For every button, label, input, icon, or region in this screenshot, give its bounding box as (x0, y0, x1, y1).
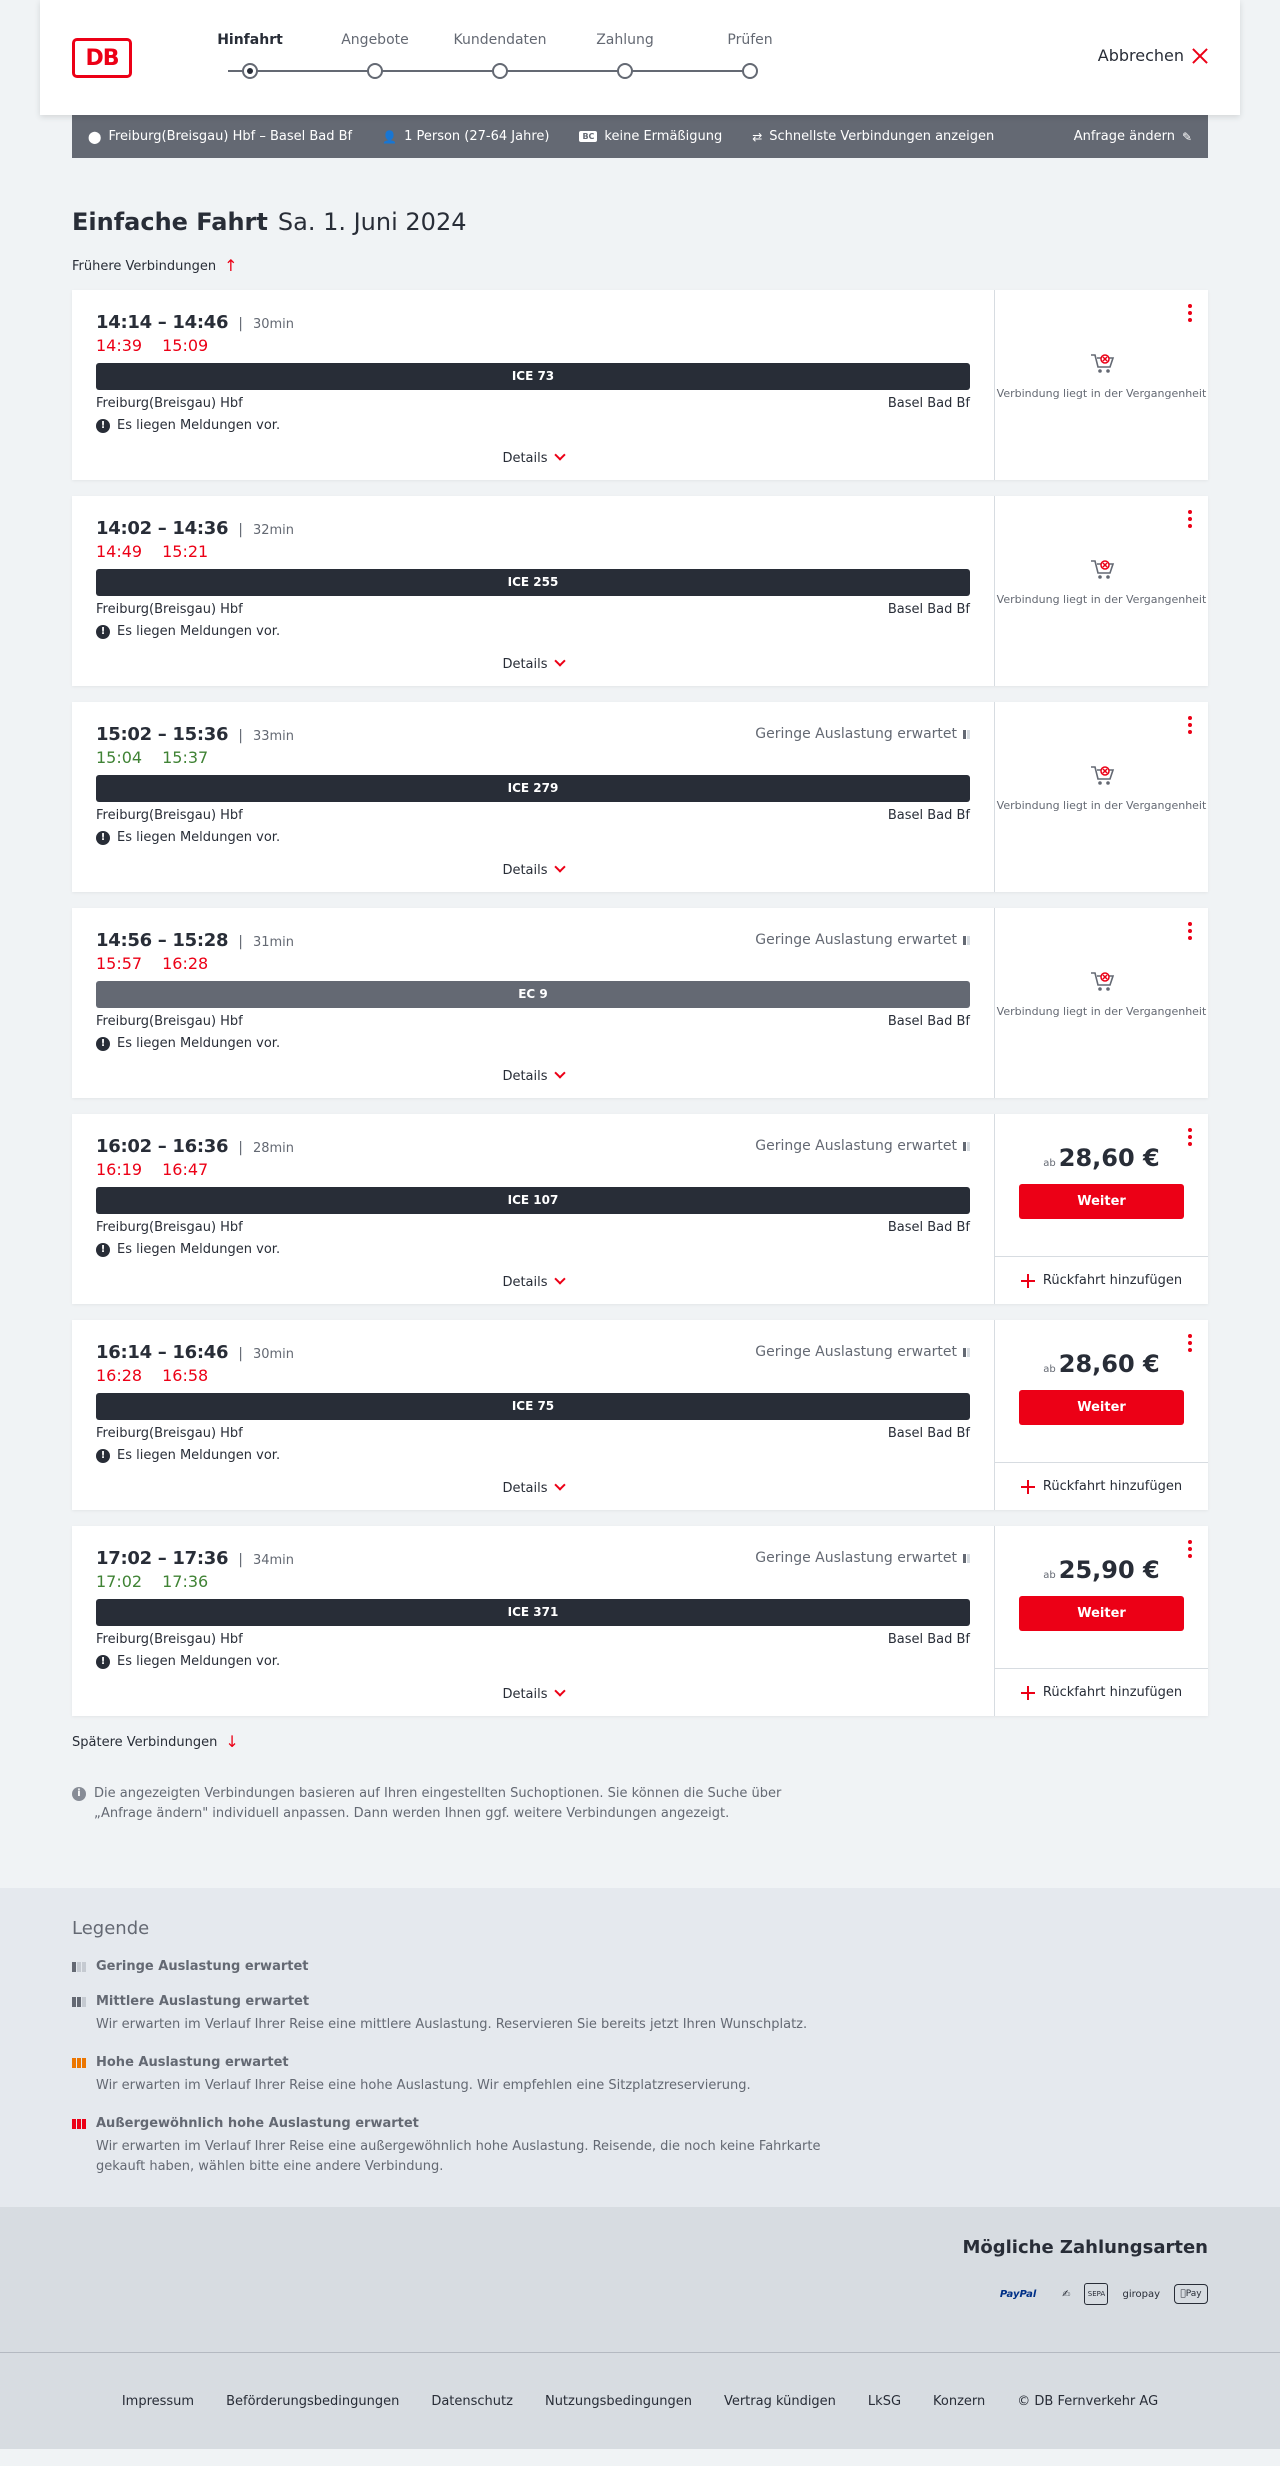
occupancy-indicator (755, 1344, 970, 1360)
pencil-icon: ✎ (1181, 129, 1192, 144)
paypal-logo: PayPal (999, 2288, 1037, 2300)
add-return-trip-label: Rückfahrt hinzufügen (1042, 1479, 1183, 1494)
occupancy-text: Geringe Auslastung erwartet (755, 1138, 957, 1154)
arrow-up-icon: ↑ (224, 256, 238, 275)
scheduled-times: 14:14 – 14:46 (96, 312, 229, 333)
step-zahlung (575, 32, 675, 48)
train-bar: ICE 371 (96, 1599, 970, 1626)
train-bar: EC 9 (96, 981, 970, 1008)
destination-station: Basel Bad Bf (887, 1632, 970, 1647)
origin-station: Freiburg(Breisgau) Hbf (96, 396, 243, 411)
cart-icon (1089, 968, 1115, 994)
change-request-label: Anfrage ändern (1073, 129, 1175, 144)
offer-panel (995, 496, 1208, 686)
destination-station: Basel Bad Bf (887, 1014, 970, 1029)
step-hinfahrt (200, 32, 300, 48)
search-info-text: Die angezeigten Verbindungen basieren auf Ihren eingestellten Suchoptionen. Sie können die Suche über „Anfrage ändern" individuell anpassen. Dann werden Ihnen ggf. weitere Verbindungen angezeigt. (94, 1786, 782, 1821)
divider: | (238, 1140, 243, 1156)
step-dot-icon (617, 63, 633, 79)
results-section (72, 208, 1208, 1824)
details-toggle[interactable] (72, 1481, 994, 1496)
disruption-message (96, 1654, 970, 1669)
more-options-icon[interactable] (1188, 510, 1192, 528)
train-bar: ICE 279 (96, 775, 970, 802)
connection-card (72, 702, 1208, 892)
legend-item-title: Mittlere Auslastung erwartet (96, 1994, 310, 2009)
search-info-note (72, 1784, 832, 1824)
disruption-message (96, 830, 970, 845)
disruption-message (96, 624, 970, 639)
price-prefix: ab (1043, 1570, 1056, 1581)
scheduled-times: 16:14 – 16:46 (96, 1342, 229, 1363)
train-bar: ICE 75 (96, 1393, 970, 1420)
realtime-departure: 15:57 (96, 954, 143, 973)
payment-methods (0, 2207, 1280, 2352)
realtime-arrival: 16:58 (162, 1366, 209, 1385)
legend-item-title: Geringe Auslastung erwartet (96, 1959, 309, 1974)
footer-link[interactable]: Vertrag kündigen (723, 2393, 836, 2409)
divider: | (238, 1346, 243, 1362)
discount-text: keine Ermäßigung (604, 129, 723, 144)
offer-panel (995, 908, 1208, 1098)
cart-icon (1089, 762, 1115, 788)
earlier-connections-label: Frühere Verbindungen (72, 258, 217, 274)
step-label: Zahlung (596, 32, 654, 48)
stations (96, 1632, 970, 1647)
origin-station: Freiburg(Breisgau) Hbf (96, 602, 243, 617)
connection-card (72, 496, 1208, 686)
sepa-icon: SEPA (1084, 2283, 1108, 2305)
details-label: Details (502, 1481, 548, 1496)
add-return-trip-button[interactable] (995, 1668, 1208, 1716)
offer-panel (995, 1114, 1208, 1304)
chevron-down-icon (554, 1273, 565, 1284)
occupancy-indicator (755, 932, 970, 948)
bahncard-icon: BC (579, 131, 597, 142)
occupancy-level-icon (72, 1997, 88, 2007)
divider: | (238, 728, 243, 744)
swap-arrows-icon: ⇄ (752, 129, 763, 144)
logo-text: DB (85, 45, 119, 71)
realtime-departure: 16:19 (96, 1160, 143, 1179)
details-toggle[interactable] (72, 451, 994, 466)
realtime-departure: 17:02 (96, 1572, 143, 1591)
connection-card (72, 1114, 1208, 1304)
payment-logos (988, 2281, 1208, 2307)
option-summary (752, 129, 994, 144)
details-toggle[interactable] (72, 657, 994, 672)
footer-link[interactable]: Datenschutz (431, 2393, 513, 2409)
page-title: Einfache Fahrt Sa. 1. Juni 2024 (72, 208, 467, 236)
step-angebote (325, 32, 425, 48)
credit-card-icon: ✍ (1062, 2288, 1071, 2300)
realtime-times (96, 1160, 970, 1179)
chevron-down-icon (554, 1067, 565, 1078)
past-connection-notice (995, 968, 1208, 1019)
footer-link[interactable]: © DB Fernverkehr AG (1017, 2393, 1159, 2409)
alert-icon: ! (96, 1655, 110, 1669)
more-options-icon[interactable] (1188, 922, 1192, 940)
connection-card (72, 908, 1208, 1098)
duration: 34min (252, 1553, 295, 1568)
disruption-message (96, 1242, 970, 1257)
details-toggle[interactable] (72, 1275, 994, 1290)
details-label: Details (502, 1275, 548, 1290)
disruption-text: Es liegen Meldungen vor. (117, 1242, 281, 1257)
duration: 31min (252, 935, 295, 950)
destination-station: Basel Bad Bf (887, 1220, 970, 1235)
alert-icon: ! (96, 419, 110, 433)
origin-station: Freiburg(Breisgau) Hbf (96, 808, 243, 823)
occupancy-level-icon (72, 2058, 88, 2068)
more-options-icon[interactable] (1188, 304, 1192, 322)
origin-station: Freiburg(Breisgau) Hbf (96, 1426, 243, 1441)
connection-details[interactable] (72, 1526, 995, 1716)
change-request-button[interactable] (1074, 129, 1192, 144)
origin-station: Freiburg(Breisgau) Hbf (96, 1220, 243, 1235)
stations (96, 1220, 970, 1235)
db-logo[interactable] (72, 38, 132, 78)
later-connections-link[interactable] (72, 1734, 1208, 1750)
stations (96, 396, 970, 411)
details-label: Details (502, 863, 548, 878)
occupancy-text: Geringe Auslastung erwartet (755, 726, 957, 742)
step-dot-icon (742, 63, 758, 79)
divider: | (238, 934, 243, 950)
step-dot-icon (492, 63, 508, 79)
plus-icon (1021, 1480, 1035, 1494)
occupancy-text: Geringe Auslastung erwartet (755, 1550, 957, 1566)
later-connections-label: Spätere Verbindungen (72, 1734, 218, 1750)
connection-details[interactable] (72, 496, 995, 686)
step-label: Kundendaten (453, 32, 547, 48)
person-icon: 👤 (382, 129, 398, 144)
price-prefix: ab (1043, 1364, 1056, 1375)
duration: 28min (252, 1141, 295, 1156)
disruption-text: Es liegen Meldungen vor. (117, 830, 281, 845)
occupancy-icon (963, 1554, 970, 1563)
train-bar: ICE 107 (96, 1187, 970, 1214)
continue-button[interactable]: Weiter (1019, 1184, 1184, 1219)
connection-details[interactable] (72, 1114, 995, 1304)
plus-icon (1021, 1274, 1035, 1288)
disruption-text: Es liegen Meldungen vor. (117, 1036, 281, 1051)
legend-item-title: Außergewöhnlich hohe Auslastung erwartet (96, 2116, 419, 2131)
details-toggle[interactable] (72, 863, 994, 878)
legend-item (72, 1959, 1208, 1974)
scheduled-times: 15:02 – 15:36 (96, 724, 229, 745)
disruption-message (96, 1036, 970, 1051)
details-label: Details (502, 1069, 548, 1084)
traveller-summary (382, 129, 549, 144)
realtime-times (96, 336, 970, 355)
add-return-trip-label: Rückfahrt hinzufügen (1042, 1685, 1183, 1700)
realtime-arrival: 15:09 (162, 336, 209, 355)
occupancy-level-icon (72, 1962, 88, 1972)
price-prefix: ab (1043, 1158, 1056, 1169)
details-toggle[interactable] (72, 1069, 994, 1084)
occupancy-icon (963, 730, 970, 739)
legend-item (72, 1994, 1208, 2035)
schedule (96, 518, 970, 539)
realtime-arrival: 17:36 (162, 1572, 209, 1591)
scheduled-times: 17:02 – 17:36 (96, 1548, 229, 1569)
more-options-icon[interactable] (1188, 1334, 1192, 1352)
route-text: Freiburg(Breisgau) Hbf – Basel Bad Bf (108, 129, 353, 144)
occupancy-indicator (755, 1550, 970, 1566)
disruption-message (96, 1448, 970, 1463)
occupancy-indicator (755, 1138, 970, 1154)
continue-button[interactable]: Weiter (1019, 1596, 1184, 1631)
close-icon (1192, 48, 1208, 64)
more-options-icon[interactable] (1188, 1128, 1192, 1146)
chevron-down-icon (554, 1685, 565, 1696)
occupancy-icon (963, 1142, 970, 1151)
step-label: Angebote (341, 32, 409, 48)
realtime-arrival: 15:21 (162, 542, 209, 561)
connection-details[interactable] (72, 908, 995, 1098)
connection-list (72, 290, 1208, 1716)
footer-link[interactable]: Konzern (933, 2393, 986, 2409)
past-connection-notice (995, 556, 1208, 607)
train-bar: ICE 255 (96, 569, 970, 596)
payment-title: Mögliche Zahlungsarten (962, 2237, 1208, 2258)
occupancy-text: Geringe Auslastung erwartet (755, 1344, 957, 1360)
progress-steps (210, 32, 780, 82)
footer-link[interactable]: Impressum (121, 2393, 195, 2409)
chevron-down-icon (554, 861, 565, 872)
stations (96, 1014, 970, 1029)
occupancy-indicator (755, 726, 970, 742)
connection-details[interactable] (72, 290, 995, 480)
step-dot-icon (367, 63, 383, 79)
destination-station: Basel Bad Bf (887, 808, 970, 823)
step-prüfen (700, 32, 800, 48)
price (1019, 1556, 1184, 1584)
duration: 32min (252, 523, 295, 538)
chevron-down-icon (554, 655, 565, 666)
connection-card (72, 290, 1208, 480)
disruption-text: Es liegen Meldungen vor. (117, 1654, 281, 1669)
connection-card (72, 1526, 1208, 1716)
details-toggle[interactable] (72, 1687, 994, 1702)
legend-item-desc: Wir erwarten im Verlauf Ihrer Reise eine außergewöhnlich hohe Auslastung. Reisende, die noch keine Fahrkarte gekauft haben, wählen bitte eine andere Verbindung. (96, 2139, 821, 2174)
connection-card (72, 1320, 1208, 1510)
duration: 30min (252, 1347, 295, 1362)
alert-icon: ! (96, 1449, 110, 1463)
occupancy-text: Geringe Auslastung erwartet (755, 932, 957, 948)
connection-details[interactable] (72, 702, 995, 892)
option-text: Schnellste Verbindungen anzeigen (769, 129, 995, 144)
details-label: Details (502, 1687, 548, 1702)
details-label: Details (502, 657, 548, 672)
origin-station: Freiburg(Breisgau) Hbf (96, 1632, 243, 1647)
realtime-times (96, 954, 970, 973)
step-kundendaten (450, 32, 550, 48)
step-label: Hinfahrt (217, 32, 283, 48)
price-box (1019, 1556, 1184, 1631)
add-return-trip-label: Rückfahrt hinzufügen (1042, 1273, 1183, 1288)
info-icon: i (72, 1787, 86, 1801)
past-connection-text: Verbindung liegt in der Vergangenheit (996, 593, 1207, 606)
offer-panel (995, 290, 1208, 480)
offer-panel (995, 1320, 1208, 1510)
travel-date: Sa. 1. Juni 2024 (277, 208, 467, 236)
footer-link[interactable]: Beförderungsbedingungen (226, 2393, 400, 2409)
cart-icon (1089, 350, 1115, 376)
search-summary-bar (72, 115, 1208, 158)
discount-summary (579, 129, 722, 144)
add-return-trip-button[interactable] (995, 1256, 1208, 1304)
divider: | (238, 1552, 243, 1568)
price-value: 28,60 € (1058, 1144, 1160, 1172)
location-pin-icon: ⬤ (88, 129, 102, 144)
alert-icon: ! (96, 1037, 110, 1051)
realtime-arrival: 16:47 (162, 1160, 209, 1179)
schedule (96, 312, 970, 333)
past-connection-text: Verbindung liegt in der Vergangenheit (996, 387, 1207, 400)
legend-item (72, 2055, 1208, 2096)
realtime-arrival: 15:37 (162, 748, 209, 767)
price-box (1019, 1350, 1184, 1425)
continue-button[interactable]: Weiter (1019, 1390, 1184, 1425)
step-dot-icon (242, 63, 258, 79)
disruption-text: Es liegen Meldungen vor. (117, 418, 281, 433)
step-label: Prüfen (727, 32, 773, 48)
connection-details[interactable] (72, 1320, 995, 1510)
alert-icon: ! (96, 1243, 110, 1257)
origin-station: Freiburg(Breisgau) Hbf (96, 1014, 243, 1029)
destination-station: Basel Bad Bf (887, 602, 970, 617)
cart-icon (1089, 556, 1115, 582)
plus-icon (1021, 1686, 1035, 1700)
price-box (1019, 1144, 1184, 1219)
cancel-label: Abbrechen (1097, 46, 1184, 65)
destination-station: Basel Bad Bf (887, 396, 970, 411)
realtime-departure: 14:39 (96, 336, 143, 355)
occupancy-level-icon (72, 2119, 88, 2129)
realtime-departure: 15:04 (96, 748, 143, 767)
alert-icon: ! (96, 831, 110, 845)
details-label: Details (502, 451, 548, 466)
past-connection-text: Verbindung liegt in der Vergangenheit (996, 1005, 1207, 1018)
duration: 30min (252, 317, 295, 332)
add-return-trip-button[interactable] (995, 1462, 1208, 1510)
realtime-departure: 16:28 (96, 1366, 143, 1385)
scheduled-times: 14:56 – 15:28 (96, 930, 229, 951)
realtime-times (96, 1572, 970, 1591)
past-connection-notice (995, 762, 1208, 813)
price-value: 28,60 € (1058, 1350, 1160, 1378)
legend-title: Legende (72, 1918, 150, 1939)
route-summary (88, 129, 352, 144)
header (40, 0, 1240, 115)
footer-link[interactable]: LkSG (867, 2393, 902, 2409)
disruption-text: Es liegen Meldungen vor. (117, 624, 281, 639)
stations (96, 808, 970, 823)
more-options-icon[interactable] (1188, 716, 1192, 734)
offer-panel (995, 1526, 1208, 1716)
price (1019, 1350, 1184, 1378)
occupancy-icon (963, 936, 970, 945)
realtime-arrival: 16:28 (162, 954, 209, 973)
realtime-departure: 14:49 (96, 542, 143, 561)
realtime-times (96, 748, 970, 767)
legend-item-desc: Wir erwarten im Verlauf Ihrer Reise eine hohe Auslastung. Wir empfehlen eine Sitzplatzreservierung. (96, 2078, 751, 2093)
past-connection-text: Verbindung liegt in der Vergangenheit (996, 799, 1207, 812)
occupancy-icon (963, 1348, 970, 1357)
realtime-times (96, 542, 970, 561)
legend-item (72, 2116, 1208, 2177)
stations (96, 602, 970, 617)
price-value: 25,90 € (1058, 1556, 1160, 1584)
traveller-text: 1 Person (27-64 Jahre) (404, 129, 550, 144)
giropay-logo: giropay (1122, 2288, 1160, 2300)
more-options-icon[interactable] (1188, 1540, 1192, 1558)
legend-list (72, 1959, 1208, 2177)
scheduled-times: 16:02 – 16:36 (96, 1136, 229, 1157)
stations (96, 1426, 970, 1441)
disruption-message (96, 418, 970, 433)
arrow-down-icon: ↓ (225, 1732, 239, 1751)
destination-station: Basel Bad Bf (887, 1426, 970, 1441)
duration: 33min (252, 729, 295, 744)
past-connection-notice (995, 350, 1208, 401)
legend-item-desc: Wir erwarten im Verlauf Ihrer Reise eine mittlere Auslastung. Reservieren Sie bereits jetzt Ihren Wunschplatz. (96, 2017, 808, 2032)
divider: | (238, 316, 243, 332)
cancel-button[interactable] (1098, 46, 1208, 65)
apple-pay-logo: Pay (1174, 2284, 1208, 2304)
realtime-times (96, 1366, 970, 1385)
price (1019, 1144, 1184, 1172)
legend-item-title: Hohe Auslastung erwartet (96, 2055, 289, 2070)
chevron-down-icon (554, 1479, 565, 1490)
footer (0, 2352, 1280, 2449)
disruption-text: Es liegen Meldungen vor. (117, 1448, 281, 1463)
progress-line (228, 70, 752, 72)
earlier-connections-link[interactable] (72, 256, 1208, 276)
offer-panel (995, 702, 1208, 892)
alert-icon: ! (96, 625, 110, 639)
footer-link[interactable]: Nutzungsbedingungen (544, 2393, 692, 2409)
chevron-down-icon (554, 449, 565, 460)
train-bar: ICE 73 (96, 363, 970, 390)
scheduled-times: 14:02 – 14:36 (96, 518, 229, 539)
divider: | (238, 522, 243, 538)
legend (0, 1888, 1280, 2207)
